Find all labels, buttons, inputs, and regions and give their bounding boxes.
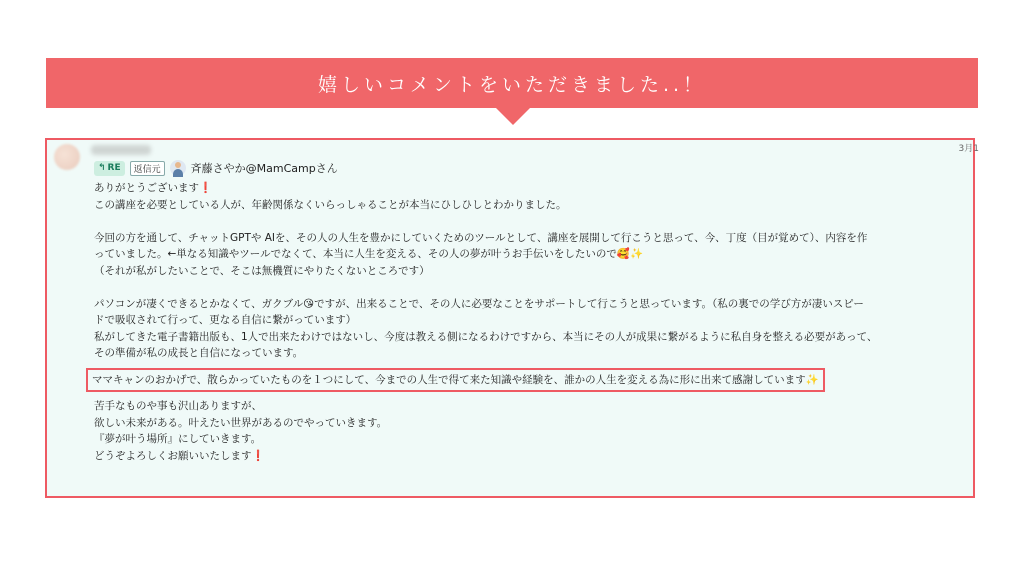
comment-line: 『夢が叶う場所』にしていきます。 xyxy=(94,433,262,445)
exclamation-icon: ❗ xyxy=(199,182,213,194)
author-name[interactable]: 斉藤さやか@MamCampさん xyxy=(190,162,338,175)
comment-line: 今回の方を通して、チャットGPTや AIを、その人の人生を豊かにしていくためのツールとして、講座を展開して行こうと思って、今、丁度（目が覚めて）、内容を作 xyxy=(94,231,868,244)
avatar xyxy=(54,144,80,170)
person-icon xyxy=(170,160,186,176)
highlight-text: ママキャンのおかげで、散らかっていたものを１つにして、今までの人生で得て来た知識や経験を、誰かの人生を変える為に形に出来て感謝しています✨ xyxy=(92,373,819,386)
comment-line: ありがとうございます❗ xyxy=(94,182,213,194)
comment-line: 欲しい未来がある。叶えたい世界があるのでやっていきます。 xyxy=(94,416,388,429)
reply-meta xyxy=(94,160,338,176)
reply-origin-link[interactable]: 返信元 xyxy=(130,161,165,176)
exclamation-icon: ❗ xyxy=(251,449,265,462)
comment-line: 苦手なものや事も沢山ありますが、 xyxy=(94,400,262,412)
comment-date: 3月1 xyxy=(958,144,979,154)
reply-badge[interactable] xyxy=(94,161,125,176)
comment-line: （それが私がしたいことで、そこは無機質にやりたくないところです） xyxy=(94,264,430,277)
banner-title: 嬉しいコメントをいただきました..！ xyxy=(317,73,707,96)
highlighted-quote xyxy=(86,368,825,393)
header-banner xyxy=(46,58,978,108)
comment-line: どうぞよろしくお願いいたします❗ xyxy=(94,449,265,462)
comment-card xyxy=(45,138,979,498)
comment-line: ドで吸収されて行って、更なる自信に繋がっています） xyxy=(94,314,357,326)
comment-line: 私がしてきた電子書籍出版も、1人で出来たわけではないし、今度は教える側になるわけですから、本当にその人が成果に繋がるように私自身を整える必要があって、 xyxy=(94,330,878,343)
comment-line: この講座を必要としている人が、年齢関係なくいらっしゃることが本当にひしひしとわかりました。 xyxy=(94,198,567,211)
reply-arrow-icon: ↰ xyxy=(98,163,106,173)
re-label: RE xyxy=(107,163,121,173)
comment-line: っていました。←単なる知識やツールでなくて、本当に人生を変える、その人の夢が叶うお手伝いをしたいので🥰✨ xyxy=(94,248,644,260)
comment-line: その準備が私の成長と自信になっています。 xyxy=(94,347,304,359)
banner-pointer xyxy=(496,108,530,125)
comment-body xyxy=(94,180,964,464)
blurred-username xyxy=(91,145,151,155)
comment-line: パソコンが凄くできるとかなくて、ガクブル😘ですが、出来ることで、その人に必要なことをサポートして行こうと思っています。（私の裏での学び方が凄いスピー xyxy=(94,297,864,310)
